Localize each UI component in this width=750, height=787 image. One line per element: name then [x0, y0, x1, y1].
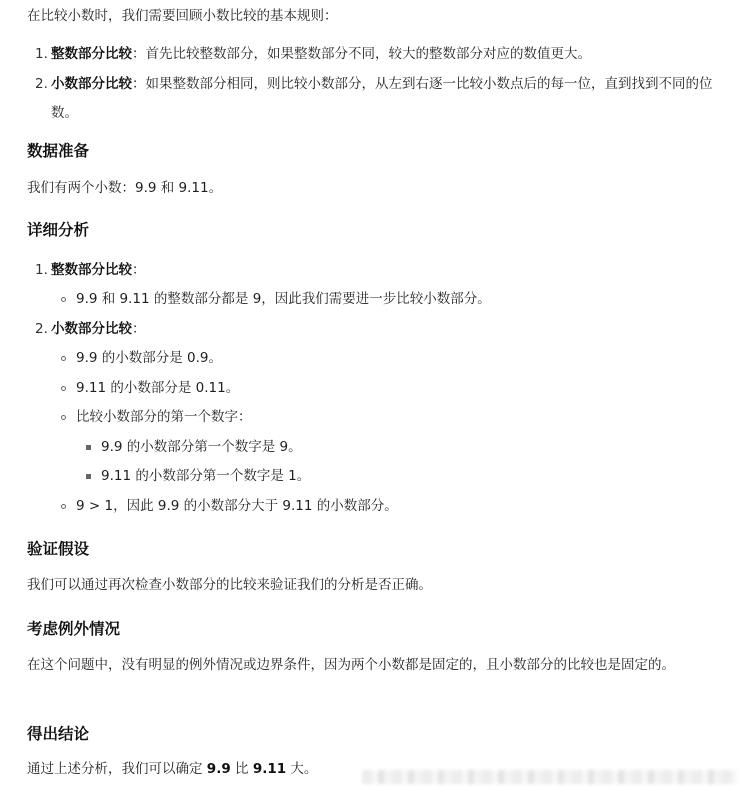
analysis-item	[27, 315, 717, 345]
analysis-title-line	[51, 315, 717, 345]
rule-title: 整数部分比较	[51, 46, 132, 62]
analysis-subsubitem-text: 9.9 的小数部分第一个数字是 9。	[101, 438, 302, 455]
intro-text: 在比较小数时，我们需要回顾小数比较的基本规则：	[27, 8, 338, 24]
analysis-title-suffix: ：	[132, 321, 146, 337]
analysis-item	[27, 256, 717, 286]
rule-title: 小数部分比较	[51, 75, 132, 92]
analysis-list	[27, 315, 717, 345]
analysis-subitem-text: 9.9 和 9.11 的整数部分都是 9，因此我们需要进一步比较小数部分。	[76, 291, 491, 307]
exceptions-text: 在这个问题中，没有明显的例外情况或边界条件，因为两个小数都是固定的，且小数部分的比较也是固定的。	[27, 657, 675, 673]
analysis-subitem	[27, 285, 717, 315]
analysis-subitem	[27, 403, 717, 433]
rule-number: 2.	[35, 75, 48, 92]
heading-analysis: 详细分析	[27, 221, 90, 239]
conclusion-value-a: 9.9	[206, 761, 231, 777]
analysis-subsubitem	[27, 462, 717, 492]
conclusion-text-after: 大。	[286, 761, 318, 777]
circle-bullet-icon	[61, 504, 66, 509]
data-prep-text: 我们有两个小数：9.9 和 9.11。	[27, 180, 223, 196]
analysis-subitem	[27, 492, 717, 522]
heading-exceptions: 考虑例外情况	[27, 620, 121, 638]
analysis-subitem-text: 9.11 的小数部分是 0.11。	[76, 379, 240, 396]
analysis-subsubitem-text: 9.11 的小数部分第一个数字是 1。	[101, 468, 311, 484]
rule-body	[51, 70, 717, 129]
blurred-watermark	[362, 770, 737, 784]
rule-number: 1.	[35, 46, 48, 62]
conclusion-text-before: 通过上述分析，我们可以确定	[27, 761, 207, 777]
heading-data-prep: 数据准备	[27, 142, 90, 160]
analysis-title: 小数部分比较	[51, 321, 132, 337]
analysis-subitem-text: 比较小数部分的第一个数字：	[76, 409, 252, 425]
analysis-number: 1.	[35, 262, 48, 278]
circle-bullet-icon	[61, 297, 66, 302]
analysis-sublist	[27, 285, 717, 315]
analysis-number: 2.	[35, 321, 48, 337]
analysis-title-suffix: ：	[132, 262, 146, 278]
analysis-title-line	[51, 256, 717, 286]
heading-conclusion: 得出结论	[27, 725, 90, 743]
circle-bullet-icon	[61, 386, 66, 391]
rules-list	[27, 40, 717, 129]
square-bullet-icon	[86, 445, 91, 450]
conclusion-value-b: 9.11	[252, 761, 287, 777]
circle-bullet-icon	[61, 415, 66, 420]
analysis-list	[27, 256, 717, 286]
analysis-title: 整数部分比较	[51, 262, 132, 278]
heading-verify: 验证假设	[27, 540, 90, 558]
analysis-subitem	[27, 344, 717, 374]
rule-item	[27, 40, 717, 70]
analysis-subsubitem	[27, 433, 717, 463]
analysis-sublist	[27, 344, 717, 521]
rule-body	[51, 40, 717, 70]
analysis-subitem-text: 9.9 的小数部分是 0.9。	[76, 350, 223, 366]
rule-text: ：首先比较整数部分，如果整数部分不同，较大的整数部分对应的数值更大。	[132, 46, 591, 62]
rule-text: ：如果整数部分相同，则比较小数部分，从左到右逐一比较小数点后的每一位，直到找到不同的位数。	[51, 75, 713, 121]
verify-text: 我们可以通过再次检查小数部分的比较来验证我们的分析是否正确。	[27, 577, 432, 593]
analysis-subitem	[27, 374, 717, 404]
circle-bullet-icon	[61, 356, 66, 361]
rule-item	[27, 70, 717, 129]
conclusion-text	[27, 755, 317, 785]
conclusion-text-mid: 比	[230, 761, 253, 777]
analysis-subitem-text: 9 > 1，因此 9.9 的小数部分大于 9.11 的小数部分。	[76, 497, 398, 514]
square-bullet-icon	[86, 474, 91, 479]
